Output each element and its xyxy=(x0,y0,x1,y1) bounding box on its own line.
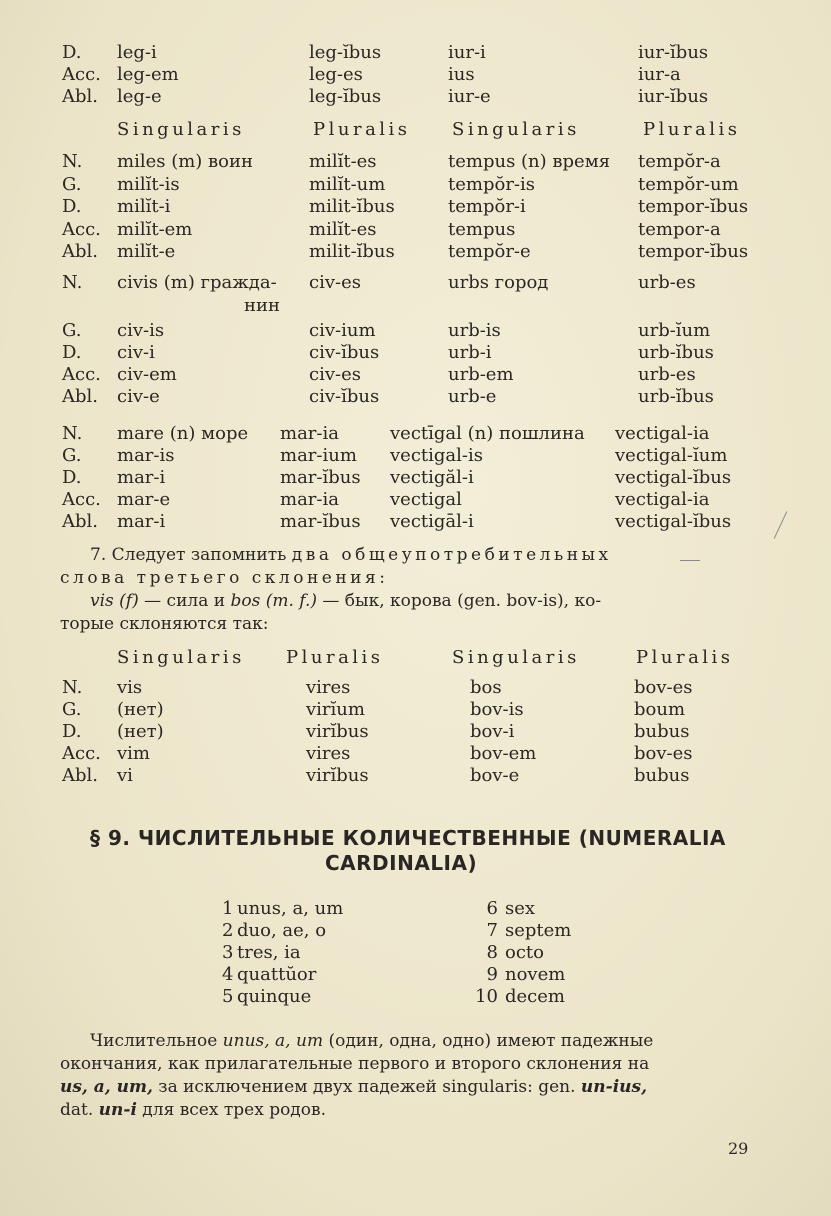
block5-cell: vim xyxy=(117,743,150,764)
column-header: Pluralis xyxy=(643,119,741,140)
block5-cell: bubus xyxy=(634,765,690,786)
block3-cell: civ-i xyxy=(117,342,155,363)
numeral-digit: 2 xyxy=(222,920,234,941)
latin-ending: un-i xyxy=(98,1100,137,1120)
latin-term: unus, a, um xyxy=(222,1031,324,1051)
column-header: Singularis xyxy=(452,119,580,140)
latin-term: vis (f) xyxy=(90,591,139,611)
numeral-word: sex xyxy=(505,898,536,919)
page-number: 29 xyxy=(728,1139,749,1158)
block4-cell: mare (n) море xyxy=(117,423,249,444)
block5-cell: D. xyxy=(62,721,82,742)
block3-cell: civ-es xyxy=(309,272,361,293)
block2-cell: tempor-a xyxy=(638,219,721,240)
block5-cell: vires xyxy=(306,677,351,698)
latin-ending: us, a, um, xyxy=(60,1077,153,1097)
block2-cell: tempŏr-is xyxy=(448,174,535,195)
column-header: Singularis xyxy=(452,647,580,668)
para-text: торые склоняются так: xyxy=(60,614,269,634)
block1-cell: leg-i xyxy=(117,42,157,63)
block4-cell: vectigal-ĭbus xyxy=(615,511,732,532)
block2-cell: tempus (n) время xyxy=(448,151,611,172)
block2-cell: milit-ĭbus xyxy=(309,241,395,262)
block4-cell: vectigal xyxy=(390,489,462,510)
block5-cell: bov-e xyxy=(470,765,520,786)
block3-cell: civ-ĭbus xyxy=(309,342,380,363)
paragraph-7 xyxy=(60,544,750,636)
block5-cell: bos xyxy=(470,677,502,698)
numeral-digit: 9 xyxy=(486,964,498,985)
block1-cell: leg-e xyxy=(117,86,162,107)
para-text: Следует запомнить xyxy=(111,545,287,565)
block2-cell: tempŏr-i xyxy=(448,196,526,217)
block4-cell: mar-ia xyxy=(280,489,339,510)
column-header: Singularis xyxy=(117,647,245,668)
block4-cell: vectigāl-i xyxy=(390,511,474,532)
block5-cell: vires xyxy=(306,743,351,764)
para-text: dat. xyxy=(60,1100,99,1120)
block4-cell: vectigal-ia xyxy=(615,489,710,510)
block4-cell: vectigal-ĭum xyxy=(615,445,728,466)
block5-cell: bov-is xyxy=(470,699,524,720)
block3-cell: G. xyxy=(62,320,82,341)
block1-cell: Acc. xyxy=(62,64,101,85)
numeral-digit: 10 xyxy=(475,986,498,1007)
block1-cell: ius xyxy=(448,64,475,85)
para-spaced-text: слова третьего склонения: xyxy=(60,568,389,588)
block4-cell: vectigal-is xyxy=(390,445,483,466)
block3-cell: нин xyxy=(244,295,280,316)
block3-cell: civ-is xyxy=(117,320,165,341)
numeral-digit: 5 xyxy=(222,986,234,1007)
block5-cell: vi xyxy=(117,765,133,786)
block4-cell: mar-i xyxy=(117,467,166,488)
para-text: — сила и xyxy=(138,591,231,611)
block3-cell: urb-e xyxy=(448,386,497,407)
section-heading: CARDINALIA) xyxy=(325,851,478,875)
block1-cell: iur-ĭbus xyxy=(638,42,709,63)
block3-cell: civ-es xyxy=(309,364,361,385)
numeral-word: duo, ae, o xyxy=(237,920,327,941)
numeral-word: quattŭor xyxy=(237,964,317,985)
numeral-word: quinque xyxy=(237,986,312,1007)
block2-cell: milĭt-um xyxy=(309,174,386,195)
block1-cell: leg-ĭbus xyxy=(309,42,382,63)
block4-cell: vectigal-ia xyxy=(615,423,710,444)
block5-cell: G. xyxy=(62,699,82,720)
block3-cell: urb-ĭbus xyxy=(638,386,714,407)
block4-cell: vectīgal (n) пошлина xyxy=(390,423,585,444)
block5-cell: vis xyxy=(117,677,143,698)
block4-cell: Abl. xyxy=(62,511,98,532)
numeral-digit: 3 xyxy=(222,942,234,963)
block3-cell: urb-es xyxy=(638,272,696,293)
block2-cell: tempŏr-e xyxy=(448,241,531,262)
numeral-digit: 7 xyxy=(486,920,498,941)
block4-cell: mar-ĭbus xyxy=(280,511,361,532)
numeral-word: decem xyxy=(505,986,565,1007)
latin-ending: un-ius, xyxy=(580,1077,648,1097)
block2-cell: tempus xyxy=(448,219,516,240)
block4-cell: N. xyxy=(62,423,83,444)
block3-cell: civis (m) гражда- xyxy=(117,272,277,293)
block1-cell: leg-ĭbus xyxy=(309,86,382,107)
block5-cell: boum xyxy=(634,699,686,720)
block1-cell: leg-em xyxy=(117,64,179,85)
para-text: (один, одна, одно) имеют падежные xyxy=(323,1031,654,1051)
block4-cell: mar-ium xyxy=(280,445,357,466)
block2-cell: milĭt-e xyxy=(117,241,176,262)
block3-cell: Abl. xyxy=(62,386,98,407)
para-text: — бык, корова (gen. bov-is), ко- xyxy=(317,591,602,611)
column-header: Pluralis xyxy=(636,647,734,668)
block3-cell: civ-e xyxy=(117,386,160,407)
block1-cell: iur-e xyxy=(448,86,491,107)
block2-cell: Abl. xyxy=(62,241,98,262)
column-header: Pluralis xyxy=(313,119,411,140)
scan-mark xyxy=(680,560,700,561)
block3-cell: urb-is xyxy=(448,320,501,341)
block4-cell: vectigal-ĭbus xyxy=(615,467,732,488)
block5-cell: bov-i xyxy=(470,721,515,742)
block3-cell: civ-ĭbus xyxy=(309,386,380,407)
latin-term: bos (m. f.) xyxy=(230,591,317,611)
block4-cell: G. xyxy=(62,445,82,466)
block5-cell: virĭum xyxy=(306,699,365,720)
block1-cell: D. xyxy=(62,42,82,63)
block3-cell: Acc. xyxy=(62,364,101,385)
numeral-digit: 1 xyxy=(222,898,234,919)
block2-cell: milit-ĭbus xyxy=(309,196,395,217)
block4-cell: mar-ia xyxy=(280,423,339,444)
block2-cell: D. xyxy=(62,196,82,217)
block2-cell: Acc. xyxy=(62,219,101,240)
block2-cell: milĭt-em xyxy=(117,219,193,240)
block2-cell: tempor-ĭbus xyxy=(638,241,749,262)
block3-cell: urb-em xyxy=(448,364,514,385)
block1-cell: leg-es xyxy=(309,64,363,85)
block4-cell: D. xyxy=(62,467,82,488)
numeral-word: novem xyxy=(505,964,566,985)
numeral-digit: 8 xyxy=(486,942,498,963)
block5-cell: bubus xyxy=(634,721,690,742)
numeral-digit: 6 xyxy=(486,898,498,919)
block2-cell: milĭt-es xyxy=(309,219,377,240)
para-text: окончания, как прилагательные первого и второго склонения на xyxy=(60,1054,650,1074)
block5-cell: (нет) xyxy=(117,699,164,720)
para-text: Числительное xyxy=(90,1031,223,1051)
block1-cell: iur-ĭbus xyxy=(638,86,709,107)
final-paragraph xyxy=(60,1030,750,1122)
block3-cell: N. xyxy=(62,272,83,293)
block2-cell: milĭt-is xyxy=(117,174,180,195)
block3-cell: urbs город xyxy=(448,272,549,293)
block5-cell: bov-es xyxy=(634,677,693,698)
block2-cell: G. xyxy=(62,174,82,195)
column-header: Singularis xyxy=(117,119,245,140)
block3-cell: civ-ium xyxy=(309,320,376,341)
block2-cell: tempor-ĭbus xyxy=(638,196,749,217)
block3-cell: civ-em xyxy=(117,364,177,385)
block4-cell: Acc. xyxy=(62,489,101,510)
block5-cell: virĭbus xyxy=(306,721,369,742)
para-text: для всех трех родов. xyxy=(136,1100,326,1120)
numeral-word: octo xyxy=(505,942,544,963)
block2-cell: N. xyxy=(62,151,83,172)
para-spaced-text: два общеупотребительных xyxy=(291,545,612,565)
numeral-digit: 4 xyxy=(222,964,234,985)
block2-cell: miles (m) воин xyxy=(117,151,253,172)
numeral-word: septem xyxy=(505,920,572,941)
para-number: 7. xyxy=(90,545,107,565)
block4-cell: mar-is xyxy=(117,445,175,466)
block3-cell: urb-i xyxy=(448,342,492,363)
block2-cell: milĭt-es xyxy=(309,151,377,172)
block5-cell: N. xyxy=(62,677,83,698)
block5-cell: bov-es xyxy=(634,743,693,764)
block5-cell: bov-em xyxy=(470,743,537,764)
block2-cell: tempŏr-a xyxy=(638,151,721,172)
para-text: за исключением двух падежей singularis: gen. xyxy=(152,1077,581,1097)
block4-cell: mar-ĭbus xyxy=(280,467,361,488)
block5-cell: Abl. xyxy=(62,765,98,786)
block1-cell: iur-a xyxy=(638,64,681,85)
block1-cell: iur-i xyxy=(448,42,486,63)
block3-cell: urb-ĭum xyxy=(638,320,711,341)
block3-cell: urb-es xyxy=(638,364,696,385)
block1-cell: Abl. xyxy=(62,86,98,107)
block5-cell: Acc. xyxy=(62,743,101,764)
numeral-word: tres, ia xyxy=(237,942,301,963)
numeral-word: unus, a, um xyxy=(237,898,344,919)
column-header: Pluralis xyxy=(286,647,384,668)
block4-cell: mar-e xyxy=(117,489,171,510)
block2-cell: milĭt-i xyxy=(117,196,171,217)
block4-cell: vectigăl-i xyxy=(390,467,474,488)
block3-cell: D. xyxy=(62,342,82,363)
block4-cell: mar-i xyxy=(117,511,166,532)
block5-cell: (нет) xyxy=(117,721,164,742)
block5-cell: virĭbus xyxy=(306,765,369,786)
section-heading: § 9. ЧИСЛИТЕЛЬНЫЕ КОЛИЧЕСТВЕННЫЕ (NUMERALIA xyxy=(90,826,726,850)
block2-cell: tempŏr-um xyxy=(638,174,739,195)
block3-cell: urb-ĭbus xyxy=(638,342,714,363)
